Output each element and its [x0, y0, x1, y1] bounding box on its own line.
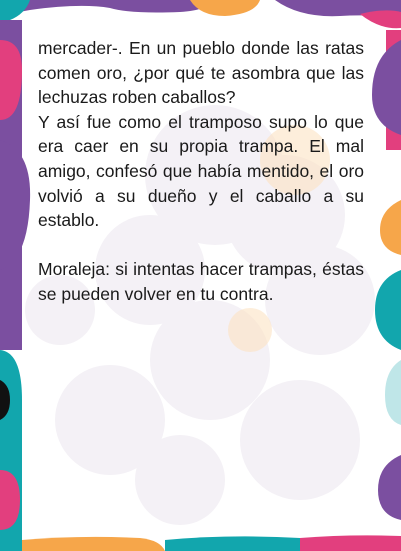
right-purple-lower [378, 455, 401, 520]
top-left-teal [0, 0, 30, 22]
top-orange-blob [190, 0, 260, 16]
right-pale-teal [385, 360, 401, 425]
story-text [38, 36, 364, 307]
bottom-teal-strip [165, 536, 300, 551]
bottom-orange-strip [22, 537, 165, 551]
story-paragraph-2: Y así fue como el tramposo supo lo que era caer en su propia trampa. El mal amigo, confesó que había mentido, el oro volvió a su dueño y el caballo a su establo. [38, 111, 364, 231]
story-paragraph-1: mercader-. En un pueblo donde las ratas comen oro, ¿por qué te asombra que las lechuzas roben caballos? [38, 38, 364, 108]
top-right-pink [360, 10, 401, 28]
right-orange-blob [380, 200, 401, 255]
bottom-pink-strip [300, 535, 401, 551]
right-teal-blob [375, 270, 401, 350]
right-purple-blob [372, 40, 401, 135]
moral-text: Moraleja: si intentas hacer trampas, éstas se pueden volver en tu contra. [38, 259, 364, 304]
left-purple-bulge [0, 140, 30, 270]
top-purple-blob [0, 0, 210, 20]
